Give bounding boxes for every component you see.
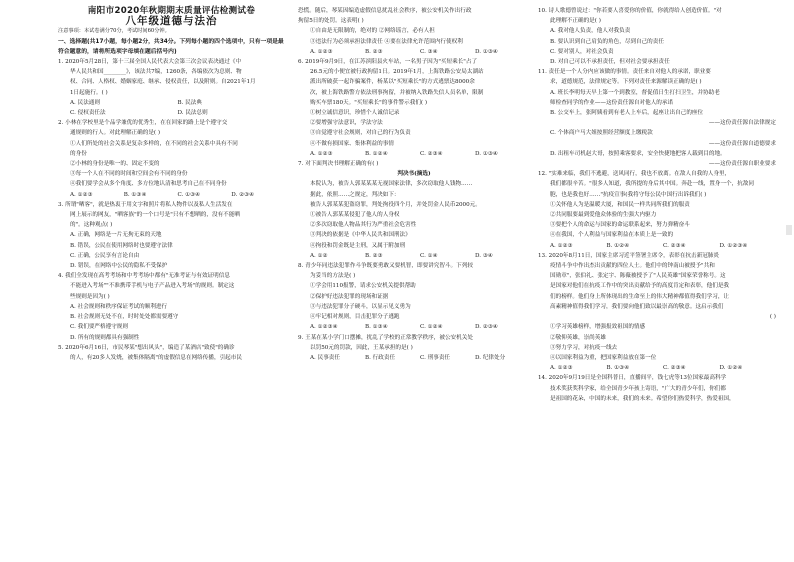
option: B. ①②④ [606, 242, 630, 249]
question-line: 恐慌。随后，琴某因编造虚假信息扰乱社会秩序，被公安机关作出行政 [298, 8, 472, 14]
question-8 [298, 261, 530, 332]
option: A. 正确，网络是一片无拘无束的天地 [70, 232, 162, 239]
statement: ④不做有损国家、集体利益的事情 [310, 140, 394, 147]
question-line: 华人民共和国________》，该法共7编，1260条，各编依次为总则、物 [70, 69, 242, 76]
statement: ②敬仰英雄，崇尚英雄 [550, 334, 606, 341]
column-left [58, 6, 285, 363]
options-row [58, 108, 285, 118]
question-line: 国勋章"，张伯礼、张定宇、陈薇被授予了"人民英雄"国家荣誉称号。这 [550, 273, 726, 280]
question-line: 以罚50元的罚款，因此，王某承担的是( ) [310, 344, 413, 351]
question-line: 12. "实难来临，我们不逃避，送风同行，我也不放离。在敌人自我的人身里， [538, 171, 731, 178]
option: A. ①②③ [310, 48, 333, 55]
options-row [58, 98, 285, 108]
option: D. ①③④ [475, 48, 498, 55]
statement: ③每一个人在不同的时间和空间会有不同的身份 [70, 171, 188, 178]
question-1 [58, 57, 285, 118]
option: B. ①③④ [365, 324, 388, 331]
statement: ③判决的依据是《中华人民共和国刑法》 [310, 232, 411, 239]
statement: ④牢记相对规则，目击犯罪分子逃跑 [310, 314, 400, 321]
question-line: 网上展示的网友，"晒客族"的一个口号是"只有不想晒的，没有不能晒 [70, 212, 240, 219]
question-line: 14. 2020年9月19日是全国科普日，直播间平，钱七虎等13位国家最高科学 [538, 375, 727, 382]
question-line: 7. 对下面判决书理解正确的有( ) [298, 161, 379, 168]
option: C. 侵权责任法 [70, 110, 106, 117]
option: B. ①②④ [365, 150, 388, 157]
option: B. ②③ [365, 48, 383, 55]
statement: ③违法行为必须承担法律责任 ④要在法律允许范围内行使权利 [310, 38, 463, 45]
statement: ①关怀他人为是温暖大厦，和国民一样共同所我们的服责 [550, 201, 690, 208]
question-12 [538, 169, 776, 251]
question-line: 2. 小林在学校里是个品学兼优的优秀生，在在回家的路上是个遵守交 [58, 120, 228, 127]
question-line: 为妥当的方法是( ) [310, 273, 356, 280]
question-line: 权、合同、人格权、婚姻家庭、继承、侵权责任，以及附则。自2021年1月 [70, 79, 256, 86]
option: C. ③④ [420, 48, 438, 55]
option: A. 民事责任 [310, 354, 340, 361]
option: A. 民法通则 [70, 99, 100, 106]
statement: 的身份 [70, 150, 87, 157]
question-2 [58, 118, 285, 200]
question-10 [538, 6, 776, 67]
question-line: 通规则的行人。对此理解正确的是( ) [70, 130, 161, 137]
option: D. ①②③④ [719, 242, 748, 249]
option: A. ①②③④ [310, 324, 338, 331]
option: C. 要对别人，对社会负责 [550, 48, 614, 55]
option: B. ②③ [365, 252, 383, 259]
question-line: 26.5元的小便宜被行政拘留1日。2019年1月，上海铁路公安局太湖站 [310, 69, 484, 76]
question-line: 13. 2020年8月11日，国家主席习近平签署主席令，表彰在抗击新冠肺炎 [538, 252, 720, 259]
option: D. ②③④ [231, 191, 255, 198]
option: A. ①② [310, 252, 328, 259]
statement: ④在我国，个人利益与国家利益在本质上是一致的 [550, 232, 674, 239]
question-14 [538, 373, 776, 404]
option: D. 所有的规则都具有强制性 [70, 334, 140, 341]
option: D. 错误，在网络中公民的隐私不受保护 [70, 263, 168, 270]
option: C. ①④ [420, 252, 438, 259]
option: D. 对自己可以不承担责任，但对社会要承担责任 [550, 59, 670, 66]
options-row [298, 353, 530, 363]
question-line: 购买车票180天。"买短乘长"的事件警示我们( ) [310, 99, 428, 106]
statement: ①学习英雄榜样，增强报效祖国的情感 [550, 324, 646, 331]
question-line: 10. 诗人歌德曾说过："你若要人喜爱你的价值，你就得给人创造价值。"对 [538, 8, 722, 14]
question-line: 不能进入考场""不准携带手机与电子产品进入考场"的规则。制定这 [70, 283, 235, 290]
option: C. 个体商户马大姐按照经营额度上缴税款 [550, 130, 653, 137]
options-row [298, 47, 530, 57]
option: C. ②③④ [663, 242, 686, 249]
question-line: 3. 所谓"晒客"，就是热衷于用文字和照片将私人物件以及私人生活发在 [58, 201, 233, 208]
statement: ④我们要学会从多个角度、多方位地认清和思考自己在不同身份 [70, 181, 227, 188]
verdict-title: 判决书(摘选) [397, 171, 431, 178]
question-6 [298, 57, 530, 159]
option: ——这份责任源自法律规定 [708, 120, 776, 127]
option: C. 刑事责任 [420, 354, 451, 361]
answer-bracket: ( ) [769, 314, 776, 321]
statement: ①树立诚信意识，珍惜个人诚信记录 [310, 110, 400, 117]
verdict-line: 据此，依照……之规定，判决如下： [310, 191, 400, 198]
exam-note: 注意事项：本试卷满分70分，考试时间60分钟。 [58, 28, 170, 35]
option: D. 纪律处分 [475, 354, 506, 361]
verdict-line: 被告人郭某某犯盗窃罪，判处拘役四个月，并处罚金人民币2000元。 [310, 201, 481, 208]
statement: ①自由是无限制的，绝对的 ②网络谣言，必有人担 [310, 28, 435, 35]
question-line: 些规则是因为( ) [70, 293, 110, 300]
page-edge-marker [786, 225, 792, 235]
question-line: 胞，也是我也好……"抗疫宣事(我将守每公民中国行出诉我们( ) [550, 191, 707, 198]
option: A. ①②③ [550, 242, 573, 249]
question-line: 1. 2020年5月28日，第十三届全国人民代表大会第三次会议表决通过《中 [58, 59, 242, 66]
statement: ②小林的身份是唯一的、固定不变的 [70, 161, 160, 168]
statement: ①人们所处的社会关系是复杂多样的，在不同的社会关系中具有不同 [70, 140, 238, 147]
option: ——这份责任源自道德要求 [708, 140, 776, 147]
question-line: 疫情斗争中作出杰出贡献的四位人士。他们中的钟南山被授予"共和 [550, 263, 715, 270]
option: A. ①②③ [550, 365, 573, 372]
question-line: 5. 2020年6月16日，市民琴某"想出风头"，编造了某酒店"致使"的确诊 [58, 344, 235, 351]
option: A. 班长李明每天早上第一个到教室，督促值日生打扫卫生，并协助老 [550, 89, 720, 96]
option: B. 错误，公民在使用网络时也要遵守法律 [70, 242, 173, 249]
option: D. 民法总则 [177, 110, 208, 117]
question-line: 6. 2019年9月9日，在江苏滨阳县火车站，一名男子因为"买短乘长"占了 [298, 59, 478, 66]
statement: ③与违法犯罪分子硬斗，以显示见义勇为 [310, 303, 411, 310]
option: D. ③④ [475, 252, 493, 259]
statement: ③自觉遵守社会规则，对自己的行为负责 [310, 130, 411, 137]
question-line: 的人，有20多人发烧，被集体隔离"的虚假信息在网络传播，引起市民 [70, 354, 242, 361]
option: A. 我对他人负责，他人对我负责 [550, 28, 631, 35]
option: B. 社会规则无处不在，时时处处都需要遵守 [70, 314, 179, 321]
option: C. 正确，公民享有言论自由 [70, 252, 140, 259]
options-row [298, 149, 530, 159]
options-row [298, 322, 530, 332]
option: ——这份责任源自职业要求 [708, 161, 776, 168]
question-3 [58, 200, 285, 271]
options-row [298, 251, 530, 261]
question-line: 9. 王某在某小学门口摆摊，扰乱了学校的正常教学秩序，被公安机关处 [298, 334, 473, 341]
statement: ②多次窃取他人物品其行为严重社会危害性 [310, 222, 417, 229]
statement: ②共同服要最到爱他众体验的生强大内驱力 [550, 212, 657, 219]
option: D. 出租车司机赵大哥，按照乘客要求，安全快捷地把客人载到目的地。 [550, 150, 726, 157]
statement: ③努力学习，对抗疫一线去 [550, 344, 618, 351]
statement: ④以国家利益为重，把国家利益放在第一位 [550, 354, 657, 361]
option: B. ①③④ [123, 191, 147, 198]
question-line: 此理解不正确的是( ) [550, 18, 601, 25]
column-middle [298, 6, 530, 363]
option: C. ②③④ [420, 150, 443, 157]
option: D. ①②④ [719, 365, 743, 372]
option: A. ①②③ [310, 150, 333, 157]
question-9 [298, 333, 530, 364]
option: C. ①②④ [420, 324, 443, 331]
option: B. 民法典 [177, 99, 202, 106]
question-line: 的"。这种观点( ) [70, 222, 113, 229]
question-line: 次，被上海铁路警方依法刑事拘留，并被纳入铁路失信人员名单，限制 [310, 89, 484, 96]
question-line: 高素精神值得我们学习，我们要向他们致以最崇高的敬意。这启示我们 [550, 303, 724, 310]
statement: ③要把个人的命运与国家的命运联系起来，努力弹精奋斗 [550, 222, 690, 229]
question-line: 是国家对他们在抗疫工作中的突出贡献给予的高度肯定和表彰，他们是我 [550, 283, 730, 290]
question-line: 们的榜样。他们身上所体现出的生命至上的伟大精神都值得我们学习，让 [550, 293, 730, 300]
question-5 [58, 343, 285, 363]
option: D. ①③④ [475, 150, 498, 157]
question-11 [538, 67, 776, 169]
option: C. ①③④ [177, 191, 201, 198]
verdict-line: 本院认为，被告人郭某某某无视国家法律，多次窃取他人钱物…… [310, 181, 473, 188]
question-13 [538, 251, 776, 373]
question-7 [298, 159, 530, 261]
statement: ④拘役和罚金既是主刑，又属于附加刑 [310, 242, 406, 249]
question-line: 4. 我们全发现在高考考场和中考考场中都有"无准考证与有效证明信息 [58, 273, 230, 280]
option: B. 行政责任 [365, 354, 396, 361]
question-line: 8. 青少年同违法犯罪作斗争既要勇敢又要机智，即要讲究智斗。下列较 [298, 263, 473, 270]
option: B. 公交车上，张阿姨看到有老人上车后，起座让出自己的座位 [550, 110, 704, 117]
option: B. ①③④ [606, 365, 630, 372]
option: A. 社会规则和秩序保证考试的顺利进行 [70, 303, 168, 310]
question-line: 11. 责任是一个人分内应该做的事情。责任来自对他人的承诺，职业要 [538, 69, 711, 76]
statement: ①学会用110报警，请求公安机关提供帮助 [310, 283, 416, 290]
option: C. ②③④ [663, 365, 686, 372]
options-row [538, 241, 776, 251]
question-line: 是祖国的花朵，中国的未来，我们的未来。希望你们热爱科学，热爱祖国， [550, 395, 735, 402]
options-row [58, 190, 285, 200]
statement: ②保护好违法犯罪的现场和证据 [310, 293, 389, 300]
question-line: 求，道德规范，法律规定等。下列对责任来源解读正确的是( ) [550, 79, 702, 86]
option: D. ②③④ [475, 324, 498, 331]
exam-title: 南阳市2020年秋期期末质量评估检测试卷 [87, 6, 256, 16]
question-line: 技术奖获奖科学家，给全国青少年孩上寄语，"广大的青少年们，你们都 [550, 385, 726, 392]
option: B. 要认识到自己肩负的角色，尽到自己的责任 [550, 38, 664, 45]
section-heading: 一、选择题(共17小题，每小题2分，共34分。下列每小题的四个选项中，只有一项是最符合题意的，请将所选项字母填在题后括号内) [58, 38, 284, 55]
question-line: 我们都很辛苦。"很多人知道，我所提的身后其中国。奔赴一线，置身一个，抗敌同 [550, 181, 754, 188]
option: A. ①②③ [70, 191, 93, 198]
statement: ②要增强守法意识，学法守法 [310, 120, 383, 127]
question-line: 1日起施行。( ) [70, 89, 108, 96]
column-right [538, 6, 776, 404]
statement: ①被告人郭某某侵犯了他人的人身权 [310, 212, 400, 219]
option: C. 我们要严格遵守规则 [70, 324, 128, 331]
question-line: 拘留5日的处罚。这表明( ) [298, 18, 364, 25]
question-line: 派出所破获一起诈骗案件，杨某以"买短乘长"的方式逃票达8000余 [310, 79, 475, 86]
exam-subject: 八年级道德与法治 [125, 15, 218, 28]
option: 师检查同学的作业——这份责任源自对他人的承诺 [550, 99, 674, 106]
question-4 [58, 271, 285, 342]
options-row [538, 363, 776, 373]
